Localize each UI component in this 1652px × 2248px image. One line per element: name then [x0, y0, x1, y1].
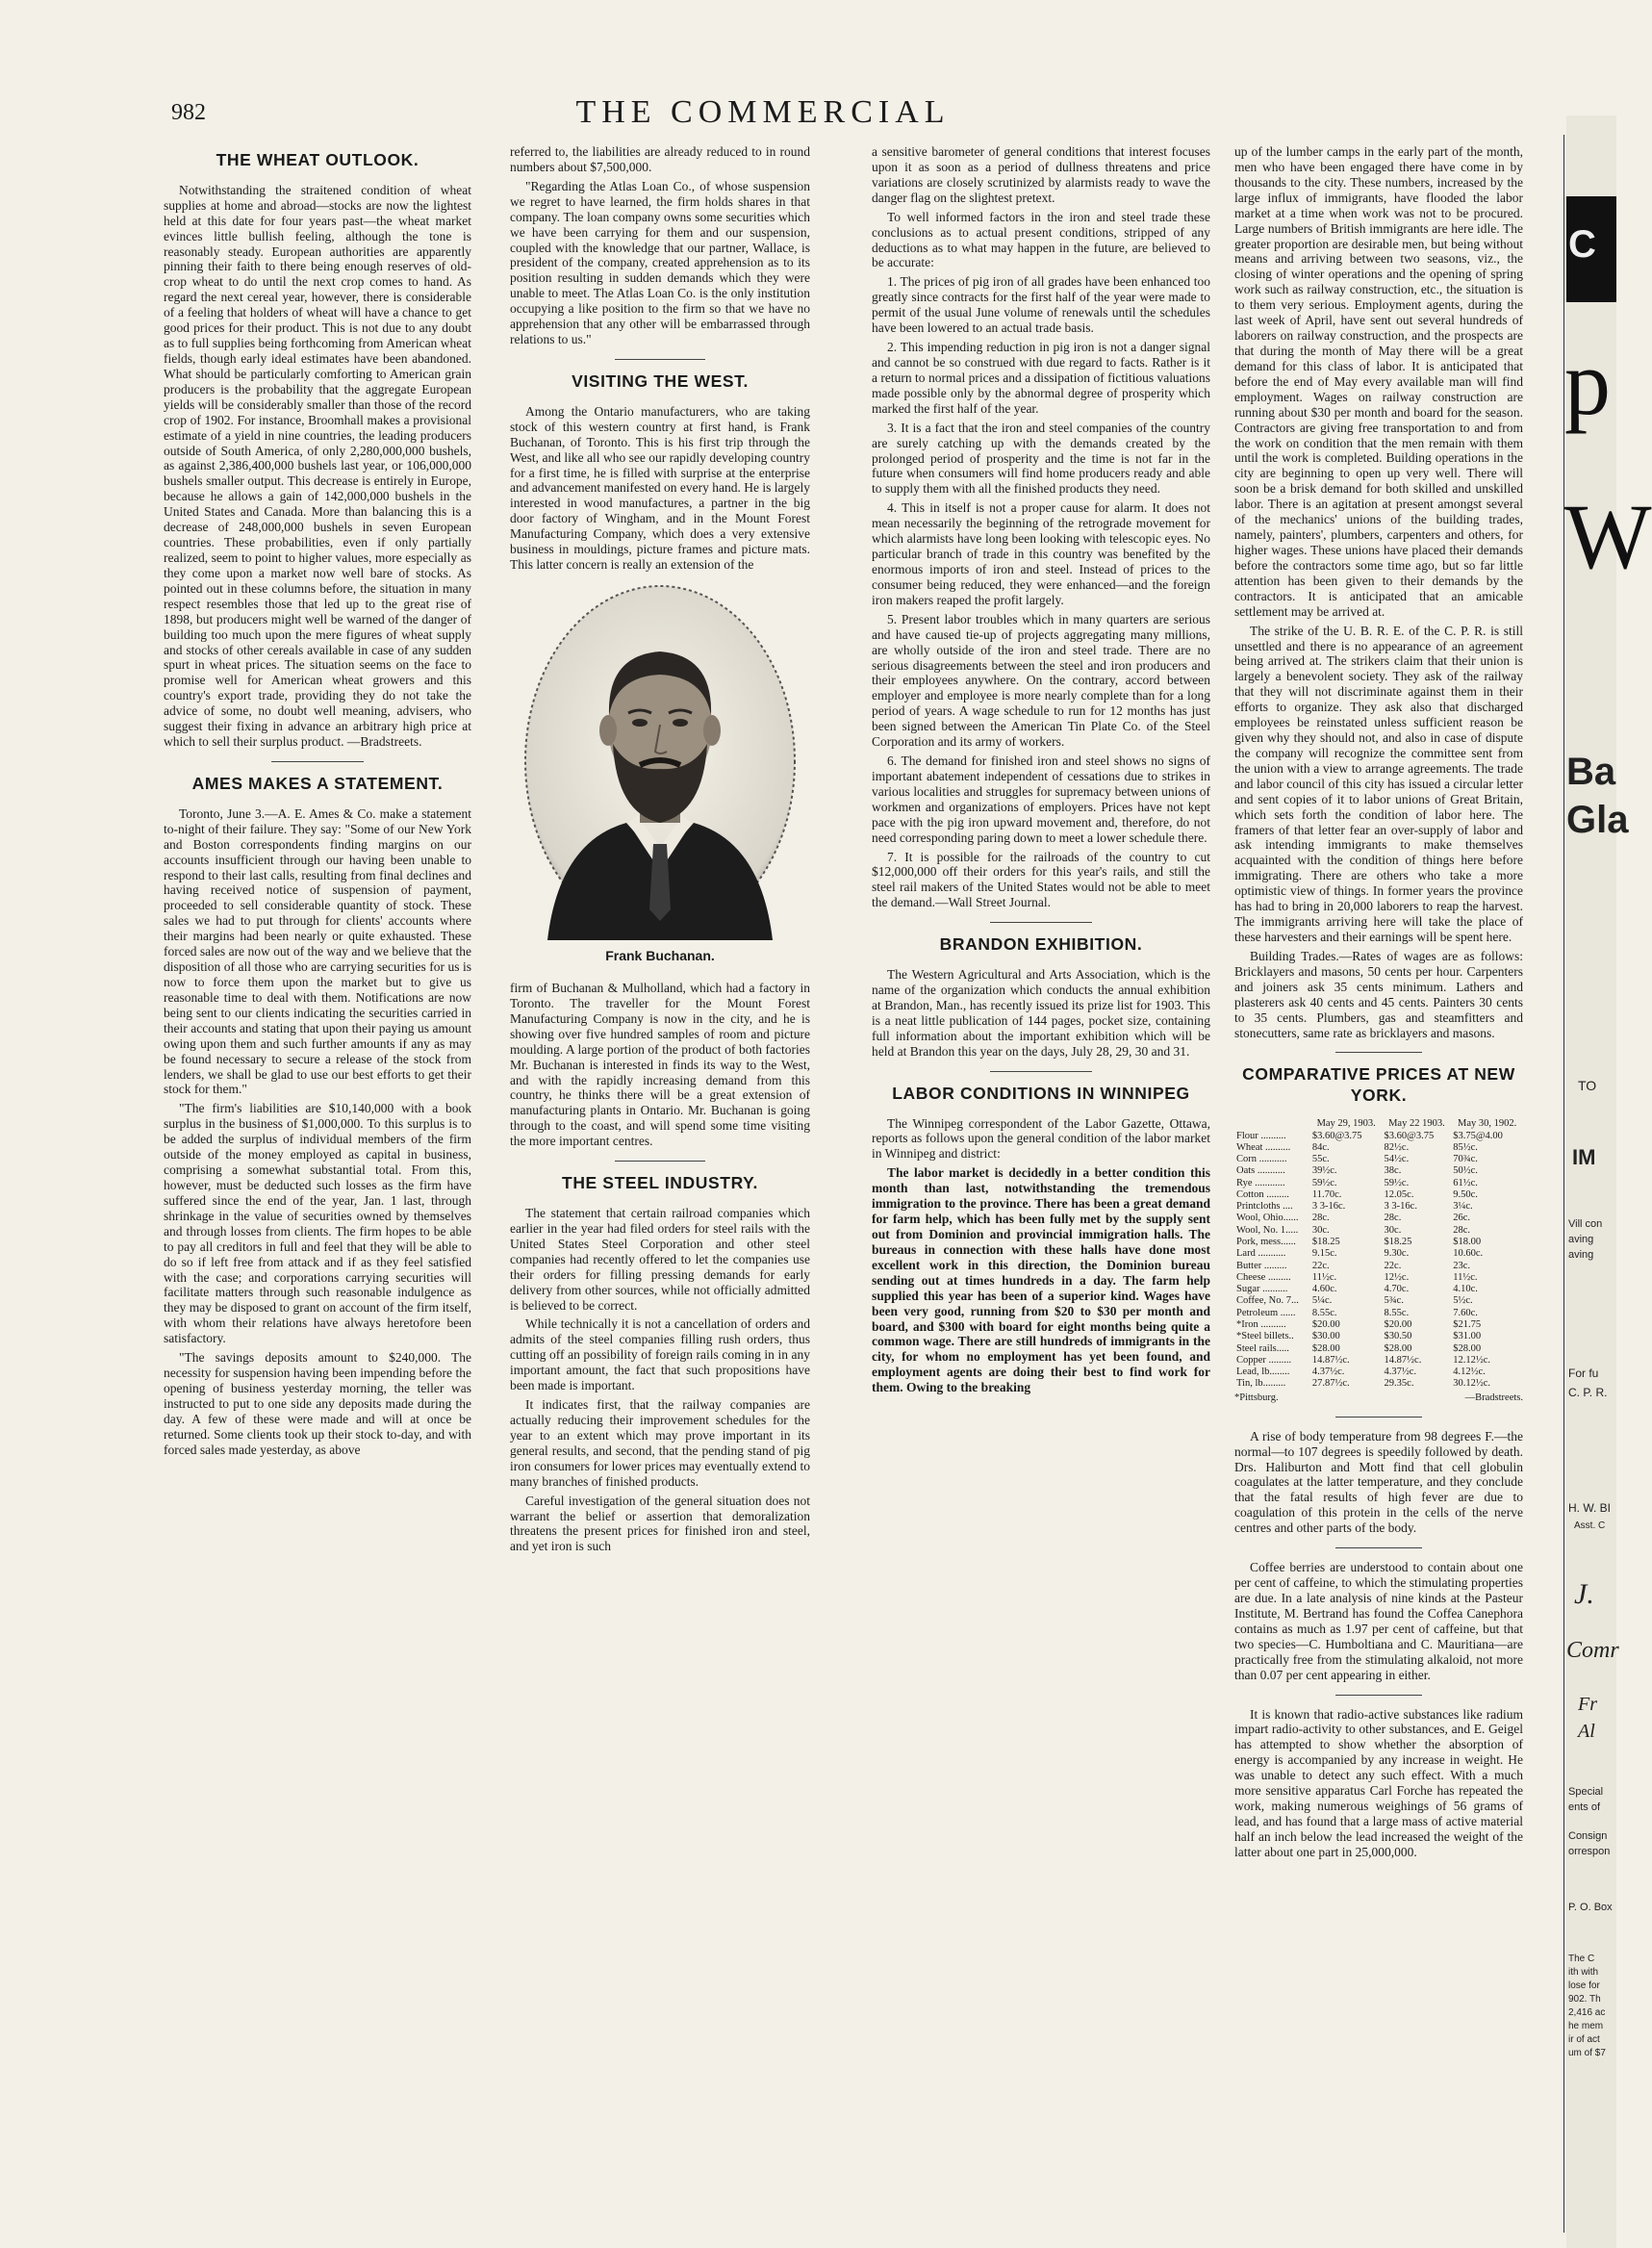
prices-value: 12.12½c. [1453, 1354, 1491, 1366]
prices-value: 55c. [1311, 1154, 1330, 1165]
prices-row [1234, 1131, 1523, 1142]
edge-text: For fu [1568, 1367, 1599, 1380]
prices-item: Printcloths .... [1236, 1201, 1293, 1213]
prices-value: $18.25 [1311, 1237, 1340, 1248]
prices-value: $21.75 [1453, 1319, 1482, 1330]
prices-value: 4.60c. [1311, 1284, 1337, 1295]
prices-value: 30.12½c. [1453, 1378, 1491, 1390]
labor-conditions-title: LABOR CONDITIONS IN WINNIPEG [892, 1083, 1190, 1103]
prices-row [1234, 1331, 1523, 1342]
prices-value: 29.35c. [1384, 1378, 1414, 1390]
portrait-caption: Frank Buchanan. [605, 948, 715, 963]
prices-value: 59½c. [1384, 1177, 1410, 1188]
adjacent-page-edge [1564, 115, 1652, 2248]
prices-value: $20.00 [1311, 1319, 1340, 1330]
prices-row [1234, 1355, 1523, 1367]
prices-item: Cotton ......... [1236, 1188, 1289, 1200]
prices-value: 12½c. [1384, 1271, 1410, 1283]
prices-value: 85½c. [1453, 1141, 1478, 1153]
prices-value: 39½c. [1311, 1165, 1337, 1177]
steel-paragraph: To well informed factors in the iron and steel trade these conclusions as to actual present conditions, stripped of any deductions as to what may happen in the future, are believed to be accurate: [872, 209, 1210, 270]
coffee-paragraph: Coffee berries are understood to contain about one per cent of caffeine, to which the stimulating properties are due. In a late analysis of nine kinds at the Pasteur Institute, M. Bertrand has found the Coffea Canephora contains as much as 1.97 per cent of caffeine, but that two species—C. Humboltiana and C. Mauritiana—are practically free from the stimulating alkaloid, not more than 0.07 per cent appearing in either. [1234, 1560, 1523, 1682]
atlas-paragraph: referred to, the liabilities are already reduced to in round numbers about $7,500,000. [510, 144, 810, 174]
prices-value: 50½c. [1453, 1165, 1478, 1177]
edge-text: ith with [1568, 1967, 1599, 1978]
comparative-prices-title: COMPARATIVE PRICES AT NEW YORK. [1242, 1064, 1515, 1106]
visiting-west-title: VISITING THE WEST. [572, 370, 749, 391]
prices-row [1234, 1154, 1523, 1165]
prices-row [1234, 1367, 1523, 1378]
prices-value: 28c. [1311, 1213, 1330, 1224]
edge-text: J. [1574, 1578, 1594, 1610]
prices-column-header: May 22 1903. [1388, 1118, 1445, 1130]
frank-buchanan-portrait [521, 582, 800, 940]
edge-text: Vill con [1568, 1218, 1603, 1230]
prices-value: 9.50c. [1453, 1188, 1478, 1200]
article-divider [615, 359, 705, 360]
temperature-paragraph: A rise of body temperature from 98 degrees F.—the normal—to 107 degrees is speedily followed by death. Drs. Haliburton and Mott find that cell globulin coagulates at the latter temperature, and they conclude that the fatal results of high fever are due to coagulation of this protein in the cells of the nerve centres and other parts of the body. [1234, 1428, 1523, 1536]
article-divider [1335, 1052, 1422, 1053]
article-divider [990, 922, 1092, 923]
edge-text: Ba [1566, 751, 1616, 793]
prices-value: $31.00 [1453, 1331, 1482, 1342]
edge-text: p [1564, 331, 1611, 434]
prices-value: 11½c. [1311, 1271, 1337, 1283]
prices-value: $3.75@4.00 [1453, 1130, 1503, 1141]
prices-value: 27.87½c. [1311, 1378, 1350, 1390]
prices-value: 61½c. [1453, 1177, 1478, 1188]
prices-value: 30c. [1311, 1224, 1330, 1236]
prices-source: —Bradstreets. [1464, 1392, 1523, 1403]
labor-paragraph: up of the lumber camps in the early part of the month, men who have been engaged there have come in by thousands to the city. These numbers, increased by the large influx of immigrants, have flooded the labor market at a time when work was not to be procured. Large numbers of British immigrants are here idle. The greater proportion are desirable men, but being without means and arriving between two seasons, viz., the closing of winter operations and the opening of spring work such as railway construction, etc., the situation is to them very serious. Employment agents, during the last week of April, have sent out several hundreds of laborers on railway construction, and the prospects are that during the month of May there will be a great demand for this class of labor. It is anticipated that before the end of May every available man will find employment. Wages on railway construction are running about $30 per month and board for the season. Contractors are giving free transportation to and from the work on condition that the men remain with them until the work is completed. Building operations in the city are beginning to open up very well. There will soon be a brisk demand for both skilled and unskilled labor. There is an agitation at present amongst several of the mechanics' unions of the building trades, namely, painters', plumbers, carpenters and others, for higher wages. These unions have placed their demands before the contractors some time ago, but so far little attention has been given to their demands by the contractors. It is anticipated that an amicable settlement may be arrived at. [1234, 144, 1523, 619]
prices-item: Flour .......... [1236, 1130, 1286, 1141]
steel-paragraph: 3. It is a fact that the iron and steel companies of the country are surely catching up with the demands created by the prolonged period of prosperity and the time is not far in the future when consumers will find home producers ready and able to supply them with all the finished products they need. [872, 420, 1210, 497]
edge-text: H. W. BI [1568, 1501, 1612, 1515]
brandon-paragraph: The Western Agricultural and Arts Association, which is the name of the organization which conducts the annual exhibition at Brandon, Man., has recently issued its prize list for 1903. This is a neat little publication of 144 pages, pocket size, containing full information about the important exhibition which will be held at Brandon this year on the days, July 28, 29, 30 and 31. [872, 967, 1210, 1059]
prices-value: 14.87½c. [1384, 1354, 1422, 1366]
edge-text: aving [1568, 1249, 1594, 1261]
prices-value: 5¾c. [1384, 1295, 1404, 1307]
ames-statement-title: AMES MAKES A STATEMENT. [191, 773, 444, 793]
prices-table-body [1234, 1131, 1523, 1391]
prices-value: 4.70c. [1384, 1284, 1410, 1295]
prices-item: *Iron .......... [1236, 1319, 1286, 1330]
prices-value: 22c. [1384, 1260, 1402, 1271]
prices-value: $3.60@3.75 [1311, 1130, 1362, 1141]
prices-value: 28c. [1453, 1224, 1471, 1236]
prices-item: Tin, lb......... [1236, 1378, 1286, 1390]
edge-text: Al [1578, 1721, 1595, 1742]
wheat-outlook-paragraph: Notwithstanding the straitened condition of wheat supplies at home and abroad—stocks are now the lightest held at this date for four years past—the wheat market evinces little bullish feeling, although the tone is reasonably steady. European authorities are apparently pinning their faith to there being enough reserves of old-crop wheat to do until the next crop comes to hand. As regard the next cereal year, however, there is considerable of a feeling that holders of wheat will have a chance to get good prices for their product. This is not due to any doubt as to full supplies being forthcoming from American wheat fields, though early ideal estimates have been abandoned. What should be particularly comforting to American grain producers is the probability that the aggregate European yields will be considerably smaller than those of the record crop of 1902. For instance, Broomhall makes a provisional estimate of a yield in nine countries, the leading producers outside of South America, of only 2,280,000,000 bushels, as against 2,386,400,000 bushels last year, or 106,000,000 bushels smaller output. This decrease is entirely in Europe, because he allows a gain of 142,000,000 bushels in the United States and Canada. More than balancing this is a decrease of 248,000,000 bushels in seven European countries. These probabilities, even if only partially realized, seem to point to higher values, more especially as they come upon a market now well bare of stocks. As pointed out in these columns before, the situation in many respect resembles those that led up to the great rise of 1898, but producers might well be warned of the danger of building too much upon the mere figures of wheat supply and stocks of other cereals available in case of any sudden spurt in wheat prices. The situation seems on the face to promise well for American wheat growers and this country's export trade, providing they do not take the advice of some, no doubt well meaning, advisers, who suggest their fixing in advance an arbitrary high price at which to sell their surplus product. —Bradstreets. [164, 182, 471, 750]
steel-paragraph: Careful investigation of the general situation does not warrant the belief or assertion that demoralization threatens the present prices for finished iron and steel, and yet iron is such [510, 1493, 810, 1554]
labor-paragraph: The strike of the U. B. R. E. of the C. P. R. is still unsettled and there is no appearance of an agreement being arrived at. The strikers claim that their union is largely a benevolent society. They ask of the railway that they will not discriminate against them in their efforts to organize. They ask also that discharged employees be reinstated unless sufficient reason be given why they should not, and also in case of dispute the company will recognize the committee sent from the union with a view to arrange agreements. The trade and labor council of this city has issued a circular letter and sent copies of it to labor unions of Great Britain, which sets forth the condition of labor here. The framers of that letter fear an over-supply of labor and ask intending immigrants to make themselves acquainted with the condition of things here before immigrating. There are others who take a more optimistic view of things. In former years the province has had to bring in 20,000 laborers to reap the harvest. The immigrants arriving here will take the place of these harvesters and their earnings will be spent here. [1234, 623, 1523, 945]
steel-paragraph: 5. Present labor troubles which in many quarters are serious and have caused tie-up of projects aggregating many millions, are wholly outside of the iron and steel trade. There are no serious disagreements between the steel and iron producers and their employees anywhere. On the contrary, accord between employer and employee is more nearly complete than for a long period of years. A wage schedule to run for 12 months has just been signed between the American Tin Plate Co. of the Steel Corporation and its army of workers. [872, 611, 1210, 750]
article-divider [615, 1161, 705, 1162]
masthead: THE COMMERCIAL [575, 94, 951, 130]
prices-item: Lead, lb........ [1236, 1367, 1290, 1378]
edge-text: lose for [1568, 1980, 1600, 1991]
edge-text: W [1564, 485, 1652, 588]
edge-text: orrespon [1568, 1846, 1611, 1857]
prices-item: Coffee, No. 7... [1236, 1295, 1299, 1307]
prices-row [1234, 1248, 1523, 1260]
prices-value: 82½c. [1384, 1141, 1410, 1153]
prices-footnote: *Pittsburg. [1234, 1392, 1279, 1403]
prices-value: $30.50 [1384, 1331, 1412, 1342]
prices-value: 5½c. [1453, 1295, 1473, 1307]
prices-value: 3 3-16c. [1384, 1201, 1417, 1213]
column-2 [510, 144, 810, 2204]
edge-text: Comr [1566, 1638, 1619, 1663]
prices-value: 5¼c. [1311, 1295, 1333, 1307]
article-divider [1335, 1547, 1422, 1548]
edge-text: 902. Th [1568, 1994, 1601, 2005]
prices-row [1234, 1308, 1523, 1319]
prices-item: Cheese ......... [1236, 1271, 1291, 1283]
edge-text: Asst. C [1574, 1520, 1606, 1531]
prices-item: Copper ......... [1236, 1354, 1292, 1366]
labor-paragraph: Building Trades.—Rates of wages are as follows: Bricklayers and masons, 50 cents per hour. Carpenters and joiners ask 35 cents minimum. Lathers and plasterers ask 40 cents and 45 cents. Painters 30 cents to 35 cents. Plumbers, gas and steamfitters and stonecutters, same rate as bricklayers and masons. [1234, 948, 1523, 1040]
prices-value: 26c. [1453, 1213, 1471, 1224]
edge-text: Fr [1578, 1694, 1597, 1715]
prices-value: $18.25 [1384, 1237, 1412, 1248]
edge-text: Gla [1566, 799, 1629, 841]
steel-industry-title: THE STEEL INDUSTRY. [562, 1173, 758, 1193]
prices-table [1234, 1118, 1523, 1390]
prices-column-header: May 30, 1902. [1458, 1118, 1517, 1130]
edge-text: The C [1568, 1954, 1595, 1964]
prices-value: $28.00 [1384, 1342, 1412, 1354]
page-header [171, 94, 1355, 133]
prices-item: Sugar .......... [1236, 1284, 1288, 1295]
radium-paragraph: It is known that radio-active substances like radium impart radio-activity to other substances, and E. Geigel has attempted to show whether the absorption of energy is accompanied by any increase in weight. He was unable to detect any such effect. With a much more sensitive apparatus Carl Forche has repeated the work, making numerous weighings of 56 grams of lead, and has found that a large mass of active material half an inch below the lead increased the weight of the latter about one part in 25,000,000. [1234, 1706, 1523, 1859]
ames-paragraph: Toronto, June 3.—A. E. Ames & Co. make a statement to-night of their failure. They say: "Some of our New York and Boston correspondents finding margins on our accounts insufficient through our having been unable to respond to their last calls, resulting from final declines and having received notice of suspension of payment, proceeded to sell considerable quantity of stock. These sales we had to put through for clients' accounts where their margins had been nearly or quite exhausted. These forced sales are now out of the way and we believe that the disposition of all those who are carrying securities for us is now to force them upon the market but to give us reasonable time to deal with them. Notifications are now being sent to our clients indicating the securities carried in their accounts and stating that upon their paying us amount owing upon them and such further amounts if any as may be found necessary to secure a release of the stock from lenders, we shall be glad to use our best efforts to get their stock for them." [164, 805, 471, 1097]
column-3 [872, 144, 1210, 2204]
prices-value: 8.55c. [1311, 1307, 1337, 1318]
prices-value: 8.55c. [1384, 1307, 1410, 1318]
prices-value: 59½c. [1311, 1177, 1337, 1188]
article-divider [1335, 1417, 1422, 1418]
edge-text: C [1568, 223, 1596, 266]
edge-text: C. P. R. [1568, 1386, 1608, 1399]
prices-row [1234, 1237, 1523, 1248]
prices-row [1234, 1225, 1523, 1237]
edge-text: 2,416 ac [1568, 2007, 1606, 2018]
prices-item: Steel rails..... [1236, 1342, 1289, 1354]
prices-row [1234, 1261, 1523, 1272]
prices-value: 12.05c. [1384, 1188, 1414, 1200]
prices-value: 84c. [1311, 1141, 1330, 1153]
prices-value: 23c. [1453, 1260, 1471, 1271]
prices-item: Corn ........... [1236, 1154, 1287, 1165]
prices-item: Petroleum ...... [1236, 1307, 1296, 1318]
edge-text: he mem [1568, 2021, 1604, 2031]
prices-row [1234, 1201, 1523, 1213]
ames-paragraph: "The firm's liabilities are $10,140,000 with a book surplus in the business of $1,000,000. To this surplus is to be added the surplus of individual members of the firm outside of the money employed as capital in business, comprising a somewhat substantial total. From this, however, must be deducted such losses as the firm have suffered since the end of the year, Jan. 1 last, through shrinkage in the value of securities owned by themselves and through losses from clients. The firm hopes to be able to pay all creditors in full and feel that they will be able to do so if left free from attack and if as they feel satisfied with the case; and corporations carrying securities will facilitate matters through such reasonable indulgence as they may be disposed to grant on account of the firm itself, with whom their relations have always heretofore been satisfactory. [164, 1101, 471, 1346]
wheat-outlook-title: THE WHEAT OUTLOOK. [216, 150, 419, 169]
prices-value: 10.60c. [1453, 1248, 1484, 1260]
column-4 [1234, 144, 1523, 2204]
prices-row [1234, 1142, 1523, 1154]
prices-value: $3.60@3.75 [1384, 1130, 1435, 1141]
prices-row [1234, 1213, 1523, 1224]
prices-value: 4.37½c. [1384, 1367, 1417, 1378]
prices-value: $28.00 [1453, 1342, 1482, 1354]
prices-value: 4.37½c. [1311, 1367, 1345, 1378]
edge-text: TO [1578, 1078, 1597, 1093]
edge-text: ents of [1568, 1801, 1601, 1813]
prices-item: Lard ........... [1236, 1248, 1286, 1260]
steel-paragraph: While technically it is not a cancellation of orders and admits of the steel companies filling rush orders, thus cutting off an possibility of foreign rails coming in in any important amount, the fact that such propositions have been made is important. [510, 1316, 810, 1393]
prices-value: 28c. [1384, 1213, 1402, 1224]
prices-value: $18.00 [1453, 1237, 1482, 1248]
atlas-paragraph: "Regarding the Atlas Loan Co., of whose suspension we regret to have learned, the firm holds shares in that company. The loan company owns some securities which we have been carrying for them and our suspension, coupled with the knowledge that our partner, Wallace, is president of the company, created apprehension as to its position resulting in sudden demands which they were unable to meet. The Atlas Loan Co. is the only institution occupying a like position to the firm so that we have no apprehension that any other will be embarrassed through relations to us." [510, 178, 810, 347]
prices-value: 9.15c. [1311, 1248, 1337, 1260]
prices-item: Wool, No. 1..... [1236, 1224, 1299, 1236]
visiting-paragraph: Among the Ontario manufacturers, who are taking stock of this western country at first hand, is Frank Buchanan, of Toronto. This is his first trip through the West, and like all who see our rapidly developing country for a first time, he is filled with surprise at the enterprise and advancement manifested on every hand. He is largely interested in wood manufactures, a partner in the big door factory of Wingham, and in the Mount Forest Manufacturing Company, which does a very extensive business in mouldings, picture frames and picture mats. This latter concern is really an extension of the [510, 403, 811, 573]
visiting-paragraph: firm of Buchanan & Mulholland, which had a factory in Toronto. The traveller for the Mount Forest Manufacturing Company is now in the city, and he is showing over five hundred samples of room and picture moulding. A large portion of the product of both factories Mr. Buchanan is interested in finds its way to the West, and with the rapidly increasing demand from this country, he thinks there will be a great extension of manufacturing plants in Ontario. Mr. Buchanan is going through to the coast, and will spend some time visiting the more important centres. [510, 981, 810, 1149]
ames-paragraph: "The savings deposits amount to $240,000. The necessity for suspension having been impending before the opening of business yesterday morning, the teller was instructed to put to one side any deposits made during the day. A few of these were made and will at once be returned. Some clients took up their stock to-day, and with forced sales made yesterday, as above [164, 1350, 471, 1457]
prices-value: 70¾c. [1453, 1154, 1478, 1165]
prices-item: Wool, Ohio...... [1236, 1213, 1299, 1224]
page-number: 982 [171, 100, 206, 125]
prices-row [1234, 1295, 1523, 1307]
prices-value: $28.00 [1311, 1342, 1340, 1354]
steel-paragraph: 4. This in itself is not a proper cause for alarm. It does not mean necessarily the beginning of the retrograde movement for which alarmists have long been looking with telescopic eyes. No particular branch of trade in this country was benefited by the enormous imports of iron and steel. Instead of prices to the consumer being reduced, they were enhanced—and the foreign iron makers reaped the profit largely. [872, 500, 1210, 607]
prices-header-row [1234, 1118, 1523, 1130]
prices-row [1234, 1378, 1523, 1390]
column-rule [1563, 135, 1564, 2233]
edge-text: ir of act [1568, 2034, 1600, 2045]
edge-text: Consign [1568, 1830, 1608, 1842]
edge-text: aving [1568, 1234, 1594, 1245]
edge-text: um of $7 [1568, 2048, 1606, 2058]
portrait-frame [510, 582, 810, 940]
brandon-exhibition-title: BRANDON EXHIBITION. [939, 934, 1143, 955]
prices-value: 4.12½c. [1453, 1367, 1486, 1378]
steel-paragraph: 7. It is possible for the railroads of the country to cut $12,000,000 off their orders for this year's rails, and still the steel rail makers of the United States would not be able to meet the demand.—Wall Street Journal. [872, 849, 1210, 910]
steel-paragraph: 6. The demand for finished iron and steel shows no signs of important abatement independent of cessations due to strikes in various localities and struggles for supremacy between unions of workmen and organizations of employers. Prices have not kept pace with the pig iron upward movement and, therefore, do not need corresponding paring down to meet a lower schedule there. [872, 754, 1210, 845]
edge-text: IM [1572, 1145, 1596, 1169]
prices-value: 30c. [1384, 1224, 1402, 1236]
steel-paragraph: The statement that certain railroad companies which earlier in the year had filed orders for steel rails with the United States Steel Corporation and other steel companies had recently offered to let the companies use their orders for filling pressing demands for early delivery from other sources, while not officially admitted is believed to be correct. [510, 1206, 810, 1313]
prices-value: 3 3-16c. [1311, 1201, 1346, 1213]
prices-value: 11.70c. [1311, 1188, 1342, 1200]
prices-value: 3¼c. [1453, 1201, 1473, 1213]
prices-row [1234, 1319, 1523, 1331]
prices-value: 54½c. [1384, 1154, 1410, 1165]
prices-value: $20.00 [1384, 1319, 1412, 1330]
prices-row [1234, 1343, 1523, 1355]
prices-item: Butter ......... [1236, 1260, 1287, 1271]
prices-item: Rye ............ [1236, 1177, 1285, 1188]
edge-text: Special [1568, 1786, 1604, 1798]
article-divider [990, 1071, 1092, 1072]
labor-paragraph: The labor market is decidedly in a better condition this month than last, notwithstanding the tremendous immigration to the province. There has been a great demand for farm help, which has been fully met by the supply sent out from Dominion and provincial immigration halls. The bureaus in connection with these halls have done most excellent work in this direction, the Dominion bureau sending out at times hundreds in a day. The farm help supplied this year has been of a superior kind. Wages have been very good, running from $20 to $30 per month and board, and $300 with board for eight months being quite a common wage. There are still hundreds of immigrants in the city, for whom no employment has yet been found, and employment agents are doing their best to find work for them. Owing to the breaking [872, 1165, 1210, 1395]
prices-column-header: May 29, 1903. [1316, 1118, 1376, 1130]
column-1 [164, 144, 471, 2204]
steel-paragraph: 1. The prices of pig iron of all grades have been enhanced too greatly since contracts for the first half of the year were made to permit of the usual June volume of renewals until the schedules have been lowered to an actual trade basis. [872, 274, 1210, 336]
prices-row [1234, 1165, 1523, 1177]
prices-value: 7.60c. [1453, 1307, 1478, 1318]
labor-paragraph: The Winnipeg correspondent of the Labor Gazette, Ottawa, reports as follows upon the general condition of the labor market in Winnipeg and district: [872, 1115, 1210, 1162]
prices-row [1234, 1178, 1523, 1189]
prices-value: 11½c. [1453, 1271, 1478, 1283]
prices-table-note [1234, 1392, 1523, 1403]
article-divider [1335, 1695, 1422, 1696]
prices-item: Oats ........... [1236, 1165, 1285, 1177]
prices-value: 4.10c. [1453, 1284, 1478, 1295]
prices-value: 14.87½c. [1311, 1354, 1350, 1366]
steel-paragraph: a sensitive barometer of general conditions that interest focuses upon it as soon as a period of dullness threatens and price variations are closely scrutinized by alarmists ready to wave the danger flag on the slightest pretext. [872, 144, 1210, 205]
steel-paragraph: 2. This impending reduction in pig iron is not a danger signal and cannot be so construed with due regard to facts. Rather is it a return to normal prices and a dissipation of fictitious valuations made possible only by the abnormal degree of prosperity which marked the first half of the year. [872, 340, 1210, 416]
edge-text: P. O. Box [1568, 1902, 1613, 1913]
steel-paragraph: It indicates first, that the railway companies are actually reducing their improvement schedules for the year to an extent which may prove important in its general results, and second, that the pending stand of pig iron consumers for lower prices may eventually extend to many branches of finished products. [510, 1397, 810, 1489]
prices-value: 9.30c. [1384, 1248, 1410, 1260]
prices-row [1234, 1189, 1523, 1201]
prices-value: 22c. [1311, 1260, 1330, 1271]
prices-value: 38c. [1384, 1165, 1402, 1177]
prices-value: $30.00 [1311, 1331, 1340, 1342]
prices-row [1234, 1272, 1523, 1284]
prices-item: Wheat .......... [1236, 1141, 1291, 1153]
prices-item: *Steel billets.. [1236, 1331, 1294, 1342]
edge-dark-box [1566, 196, 1616, 302]
prices-item: Pork, mess...... [1236, 1237, 1296, 1248]
article-divider [271, 761, 364, 762]
prices-row [1234, 1284, 1523, 1295]
